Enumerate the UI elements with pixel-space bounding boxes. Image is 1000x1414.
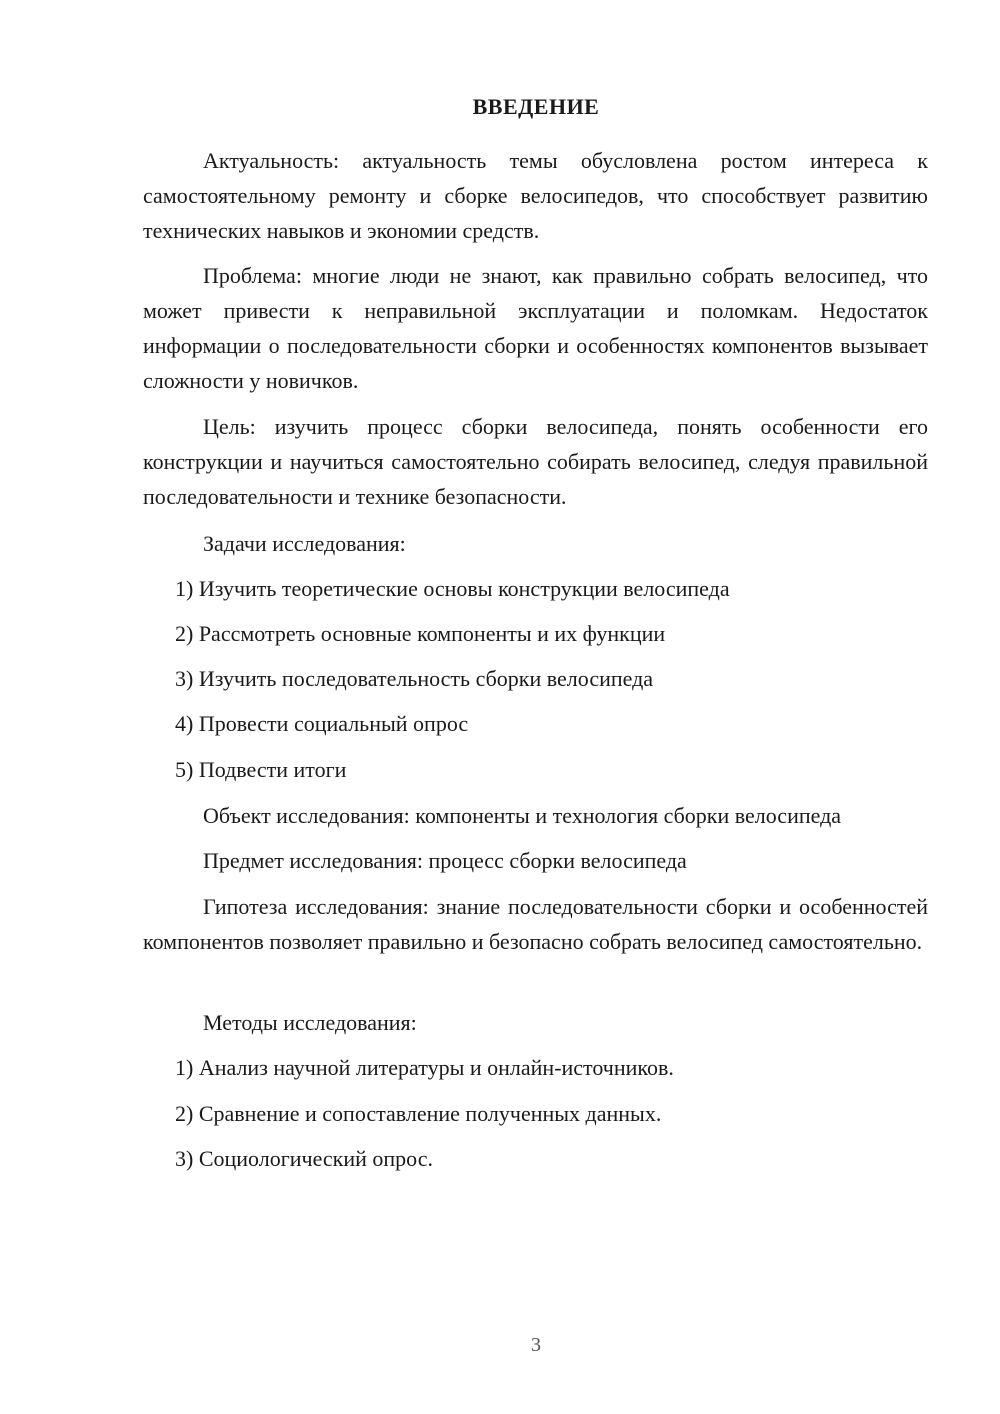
task-item: 3) Изучить последовательность сборки велосипеда	[175, 666, 654, 691]
relevance-paragraph: Актуальность: актуальность темы обусловлена ростом интереса к самостоятельному ремонту и сборке велосипедов, что способствует развитию технических навыков и экономии средств.	[143, 148, 928, 243]
section-heading: ВВЕДЕНИЕ	[472, 94, 600, 119]
goal-paragraph: Цель: изучить процесс сборки велосипеда, понять особенности его конструкции и научиться самостоятельно собирать велосипед, следуя правильной последовательности и технике безопасности.	[143, 414, 928, 509]
task-item: 2) Рассмотреть основные компоненты и их функции	[175, 621, 666, 646]
methods-label: Методы исследования:	[203, 1010, 417, 1035]
method-item: 3) Социологический опрос.	[175, 1146, 433, 1171]
method-item: 2) Сравнение и сопоставление полученных данных.	[175, 1101, 662, 1126]
tasks-label: Задачи исследования:	[203, 531, 406, 556]
problem-paragraph: Проблема: многие люди не знают, как правильно собрать велосипед, что может привести к неправильной эксплуатации и поломкам. Недостаток информации о последовательности сборки и особенностях компонентов вызывает сложности у новичков.	[143, 263, 928, 393]
task-item: 4) Провести социальный опрос	[175, 711, 469, 736]
page-number: 3	[531, 1334, 541, 1356]
hypothesis-paragraph: Гипотеза исследования: знание последовательности сборки и особенностей компонентов позволяет правильно и безопасно собрать велосипед самостоятельно.	[143, 894, 928, 954]
object-line: Объект исследования: компоненты и технология сборки велосипеда	[203, 803, 842, 828]
method-item: 1) Анализ научной литературы и онлайн-источников.	[175, 1055, 674, 1080]
task-item: 1) Изучить теоретические основы конструкции велосипеда	[175, 576, 730, 601]
subject-line: Предмет исследования: процесс сборки велосипеда	[203, 848, 687, 873]
task-item: 5) Подвести итоги	[175, 757, 347, 782]
